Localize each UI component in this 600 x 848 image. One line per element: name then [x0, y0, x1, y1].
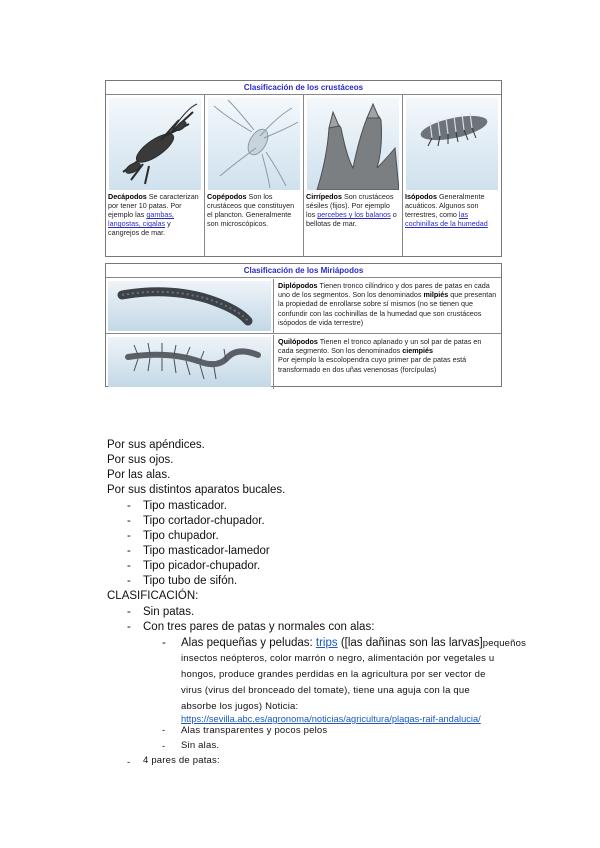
quilopodos-text: Quilópodos Tienen el tronco aplanado y un sol par de patas en cada segmento. Son los denominados ciempiés Por ejemplo la escolopendra cuyo primer par de patas está transformado en dos uñas venenosas (forcípulas): [273, 335, 501, 389]
isopod-image: [406, 98, 498, 190]
clasificacion-heading: CLASIFICACIÓN:: [107, 590, 199, 602]
cirripedos-text: Cirrípedos Son crustáceos sésiles (fijos). Por ejemplo los percebes y los balanos o bellotas de mar.: [306, 192, 397, 228]
diplopodos-row: [106, 279, 501, 334]
list-bullet: -: [127, 500, 131, 512]
list-bullet: -: [162, 725, 166, 736]
intro-line-apendices: Por sus apéndices.: [107, 439, 205, 451]
alas-description-line: insectos neópteros, color marrón o negro, alimentación por vegetales u: [181, 653, 495, 664]
myriapods-table: [105, 263, 502, 387]
lobster-image: [109, 98, 201, 190]
isopodos-text: Isópodos Generalmente acuáticos. Algunos son terrestres, como las cochinillas de la humedad: [405, 192, 488, 228]
myriapods-table-title: Clasificación de los Miriápodos: [106, 264, 501, 278]
trips-link[interactable]: trips: [315, 637, 338, 649]
list-bullet: -: [127, 621, 131, 633]
list-item: Alas transparentes y pocos pelos: [181, 725, 328, 736]
list-item: Con tres pares de patas y normales con alas:: [143, 621, 375, 633]
list-item: Sin alas.: [181, 740, 220, 751]
list-bullet: -: [162, 637, 166, 649]
quilopodos-row: [106, 335, 501, 389]
list-item: Tipo masticador.: [143, 500, 227, 512]
intro-line-ojos: Por sus ojos.: [107, 454, 174, 466]
list-bullet: -: [127, 757, 131, 768]
crustaceans-table-title: Clasificación de los crustáceos: [106, 81, 501, 95]
copepodos-cell: [205, 95, 304, 257]
isopodos-cell: [403, 95, 501, 257]
decapodos-text: Decápodos Se caracterizan por tener 10 patas. Por ejemplo las gambas, langostas, cigalas y cangrejos de mar.: [108, 192, 199, 237]
alas-description-line: virus (virus del bronceado del tomate), tiene una aguja con la que: [181, 685, 470, 696]
alas-description-line: absorbe los jugos) Noticia:: [181, 701, 299, 712]
millipede-image: [108, 281, 271, 331]
list-item: Tipo cortador-chupador.: [143, 515, 265, 527]
list-item: Tipo tubo de sifón.: [143, 575, 238, 587]
cirripedos-cell: [304, 95, 403, 257]
crustaceans-table: [105, 80, 502, 257]
list-bullet: -: [127, 606, 131, 618]
copepod-image: [208, 98, 300, 190]
list-item: 4 pares de patas:: [143, 755, 220, 766]
decapodos-cell: [106, 95, 205, 257]
diplopodos-text: Diplópodos Tienen tronco cilíndrico y dos pares de patas en cada uno de los segmentos. Son los denominados milpiés que presentan la propiedad de enrollarse sobre sí mismos (no se tienen que confundir con las cochinillas de la humedad que son crustáceos isópodos de vida terrestre): [273, 279, 501, 333]
alas-pequenas-item: Alas pequeñas y peludas: trips ([las dañinas son las larvas]pequeños: [181, 637, 527, 649]
centipede-image: [108, 337, 271, 387]
list-bullet: -: [127, 545, 131, 557]
intro-line-bucales: Por sus distintos aparatos bucales.: [107, 484, 286, 496]
noticia-url-link[interactable]: https://sevilla.abc.es/agronoma/noticias/agricultura/plagas-raif-andalucia/: [181, 714, 481, 724]
list-bullet: -: [127, 530, 131, 542]
list-item: Tipo chupador.: [143, 530, 219, 542]
list-bullet: -: [127, 515, 131, 527]
list-item: Sin patas.: [143, 606, 195, 618]
alas-description-line: hongos, produce grandes perdidas en la agricultura por ser vector de: [181, 669, 486, 680]
copepodos-text: Copépodos Son los crustáceos que constituyen el plancton. Generalmente son microscópicos.: [207, 192, 295, 228]
list-item: Tipo masticador-lamedor: [143, 545, 270, 557]
list-bullet: -: [127, 560, 131, 572]
list-bullet: -: [127, 575, 131, 587]
barnacle-image: [307, 98, 399, 190]
list-item: Tipo picador-chupador.: [143, 560, 261, 572]
list-bullet: -: [162, 741, 166, 752]
intro-line-alas: Por las alas.: [107, 469, 171, 481]
